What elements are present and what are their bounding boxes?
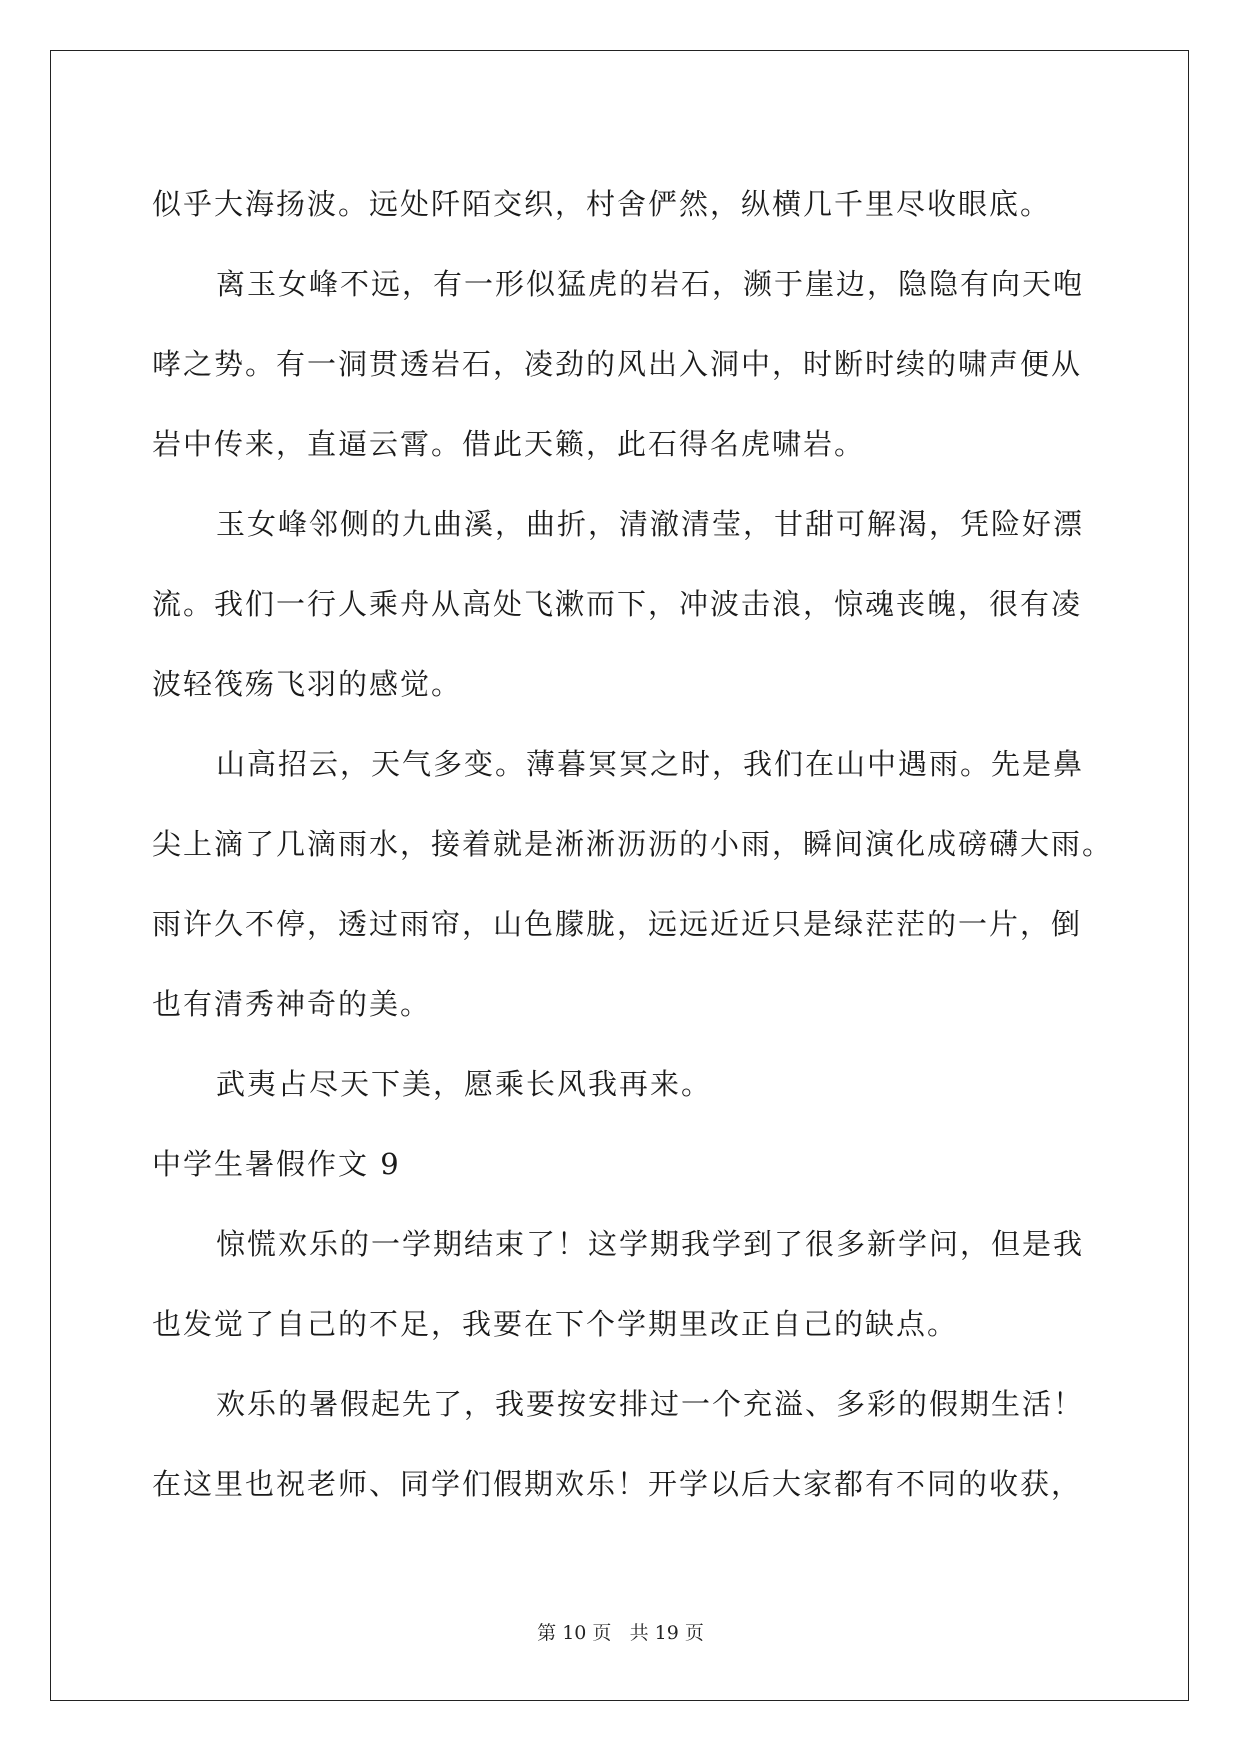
text-line-4: 岩中传来，直逼云霄。借此天籁，此石得名虎啸岩。	[152, 427, 866, 461]
text-line-14: 惊慌欢乐的一学期结束了！这学期我学到了很多新学问，但是我	[216, 1227, 1085, 1261]
section-heading: 中学生暑假作文 9	[152, 1147, 401, 1181]
page-footer	[0, 1618, 1241, 1645]
text-line-3: 哮之势。有一洞贯透岩石，凌劲的风出入洞中，时断时续的啸声便从	[152, 347, 1083, 381]
text-line-5: 玉女峰邻侧的九曲溪，曲折，清澈清莹，甘甜可解渴，凭险好漂	[216, 507, 1085, 541]
page-total: 共 19 页	[629, 1622, 704, 1644]
text-line-12: 武夷占尽天下美，愿乘长风我再来。	[216, 1067, 713, 1101]
text-line-8: 山高招云，天气多变。薄暮冥冥之时，我们在山中遇雨。先是鼻	[216, 747, 1085, 781]
text-line-7: 波轻筏殇飞羽的感觉。	[152, 667, 463, 701]
text-line-2: 离玉女峰不远，有一形似猛虎的岩石，濒于崖边，隐隐有向天咆	[216, 267, 1085, 301]
text-line-9: 尖上滴了几滴雨水，接着就是淅淅沥沥的小雨，瞬间演化成磅礴大雨。	[152, 827, 1114, 861]
text-line-11: 也有清秀神奇的美。	[152, 987, 432, 1021]
text-line-6: 流。我们一行人乘舟从高处飞漱而下，冲波击浪，惊魂丧魄，很有凌	[152, 587, 1083, 621]
text-line-15: 也发觉了自己的不足，我要在下个学期里改正自己的缺点。	[152, 1307, 959, 1341]
document-body	[152, 164, 1114, 1524]
text-line-17: 在这里也祝老师、同学们假期欢乐！开学以后大家都有不同的收获，	[152, 1467, 1083, 1501]
text-line-1: 似乎大海扬波。远处阡陌交织，村舍俨然，纵横几千里尽收眼底。	[152, 187, 1052, 221]
text-line-10: 雨许久不停，透过雨帘，山色朦胧，远远近近只是绿茫茫的一片，倒	[152, 907, 1083, 941]
text-line-16: 欢乐的暑假起先了，我要按安排过一个充溢、多彩的假期生活！	[216, 1387, 1085, 1421]
page-number: 第 10 页	[537, 1622, 612, 1644]
